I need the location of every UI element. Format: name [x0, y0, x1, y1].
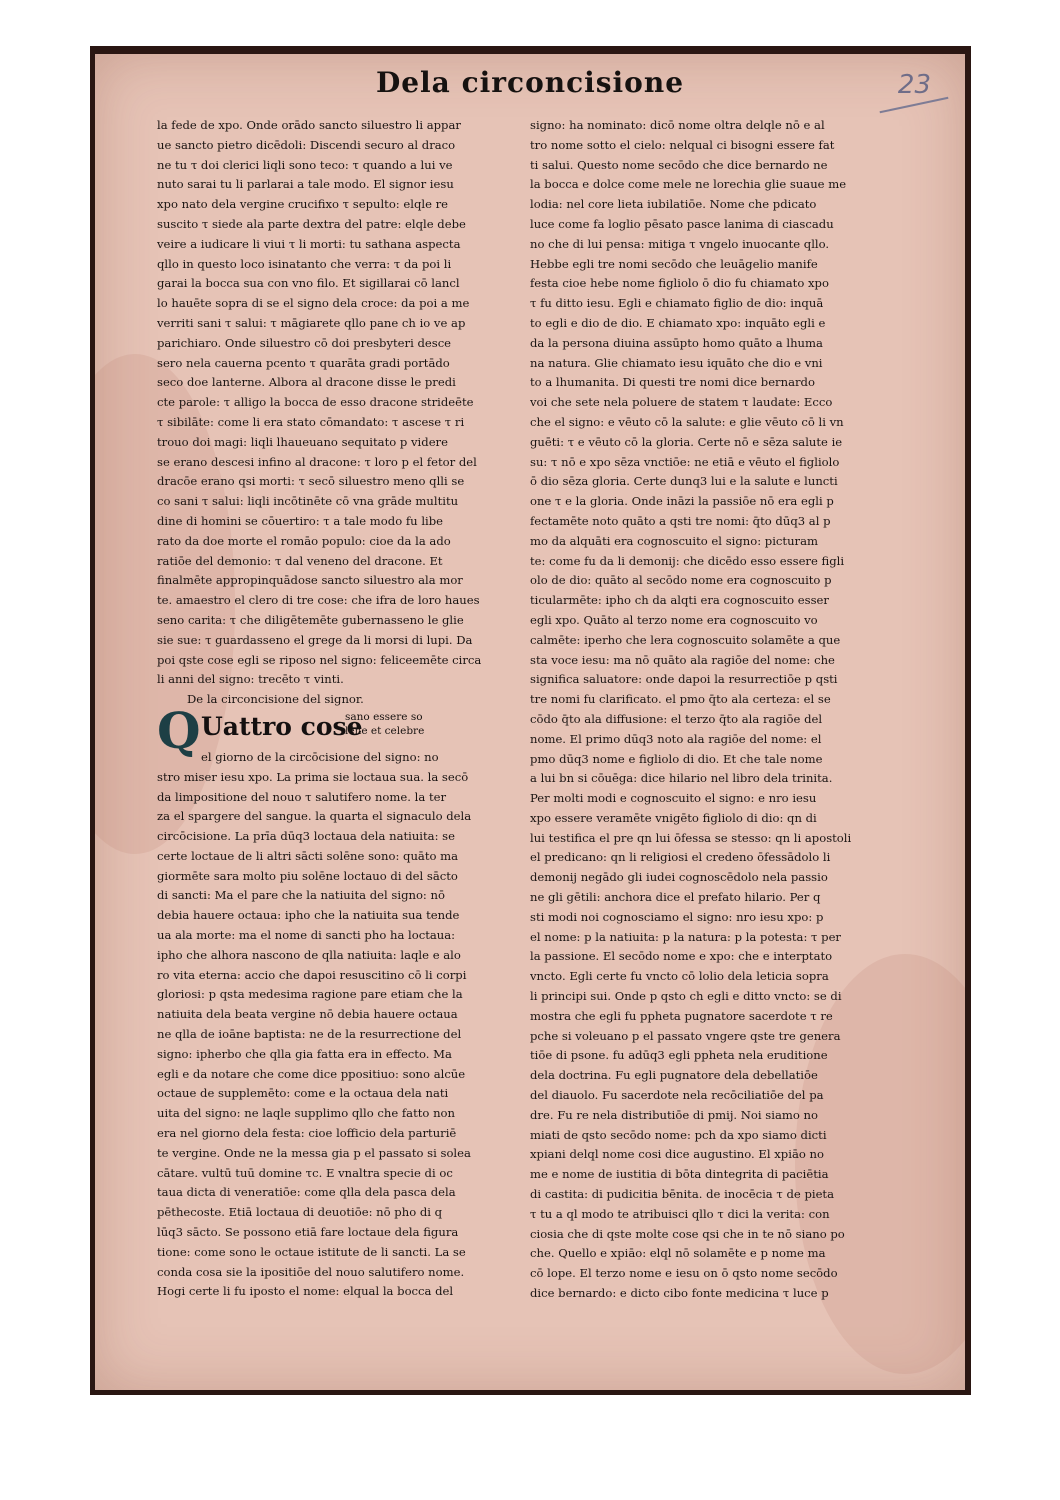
text-line: Hogi certe li fu iposto el nome: elqual la bocca del: [157, 1284, 454, 1299]
text-line: sero nela cauerna pcento τ quarāta gradi portādo: [157, 355, 450, 370]
text-line: xpiani delql nome cosi dice augustino. El xpiāo no: [530, 1147, 824, 1162]
text-line: cte parole: τ alligo la bocca de esso dracone strideēte: [157, 395, 474, 410]
text-line: stro miser iesu xpo. La prima sie loctaua sua. la secō: [157, 769, 469, 784]
right-column-text: [530, 116, 875, 1304]
text-line: voi che sete nela poluere de statem τ laudate: Ecco: [530, 395, 833, 410]
decorated-initial: Q: [157, 700, 201, 760]
opening-small-text: [345, 710, 424, 738]
text-line: la fede de xpo. Onde orādo sancto siluestro li appar: [157, 118, 461, 132]
text-line: signo: ipherbo che qlla gia fatta era in effecto. Ma: [157, 1046, 452, 1061]
text-line: veire a iudicare li viui τ li morti: tu sathana aspecta: [157, 236, 461, 251]
text-line: te: come fu da li demonij: che dicēdo esso essere figli: [530, 553, 845, 568]
text-line: da la persona diuina assūpto homo quāto a lhuma: [530, 335, 823, 350]
left-column-text-top: [157, 116, 507, 690]
text-line: demonij negādo gli iudei cognoscēdolo nela passio: [530, 870, 828, 885]
text-line: τ sibilāte: come li era stato cōmandato: τ ascese τ ri: [157, 414, 465, 429]
text-line: dracōe erano qsi morti: τ secō siluestro meno qlli se: [157, 474, 465, 489]
text-line: tre nomi fu clarificato. el pmo q̄to ala certeza: el se: [530, 692, 831, 707]
text-line: garai la bocca sua con vno filo. Et sigillarai cō lancl: [157, 276, 460, 291]
text-line: che el signo: e vēuto cō la salute: e glie vēuto cō li vn: [530, 414, 844, 429]
manuscript-page: [95, 54, 965, 1390]
text-line: del diauolo. Fu sacerdote nela recōciliatiōe del pa: [530, 1088, 824, 1103]
text-line: suscito τ siede ala parte dextra del patre: elqle debe: [157, 216, 466, 231]
text-line: di sancti: Ma el pare che la natiuita del signo: nō: [157, 888, 445, 903]
text-line: conda cosa sie la ipositiōe del nouo salutifero nome.: [157, 1264, 465, 1279]
text-line: taua dicta di veneratiōe: come qlla dela pasca dela: [157, 1185, 456, 1200]
text-line: τ tu a ql modo te atribuisci qllo τ dici la verita: con: [530, 1206, 830, 1221]
text-line: el giorno de la circōcisione del signo: no: [201, 749, 439, 764]
left-column: [157, 116, 507, 1302]
text-line: finalmēte appropinquādose sancto siluestro ala mor: [157, 573, 463, 588]
left-column-text-bottom: [157, 768, 507, 1303]
text-line: ue sancto pietro dicēdoli: Discendi securo al draco: [157, 137, 456, 152]
text-line: cōdo q̄to ala diffusione: el terzo q̄to ala ragiōe del: [530, 711, 823, 726]
text-line: la bocca e dolce come mele ne lorechia glie suaue me: [530, 177, 847, 192]
text-line: ratiōe del demonio: τ dal veneno del dracone. Et: [157, 553, 443, 568]
text-line: giormēte sara molto piu solēne loctauo di del sācto: [157, 868, 458, 883]
text-line: ti salui. Questo nome secōdo che dice bernardo ne: [530, 157, 828, 172]
text-line: natiuita dela beata vergine nō debia hauere octaua: [157, 1007, 458, 1022]
text-line: lūq3 sācto. Se possono etiā fare loctaue dela figura: [157, 1225, 459, 1240]
text-line: sta voce iesu: ma nō quāto ala ragiōe del nome: che: [530, 652, 835, 667]
text-line: verriti sani τ salui: τ māgiarete qllo pane ch io ve ap: [157, 315, 466, 330]
text-line: seno carita: τ che diligētemēte gubernasseno le glie: [157, 612, 464, 627]
text-line: da limpositione del nouo τ salutifero nome. la ter: [157, 789, 447, 804]
text-line: to a lhumanita. Di questi tre nomi dice bernardo: [530, 375, 815, 390]
text-line: gloriosi: p qsta medesima ragione pare etiam che la: [157, 987, 463, 1002]
text-line: τ fu ditto iesu. Egli e chiamato figlio de dio: inquā: [530, 296, 824, 311]
text-line: se erano descesi infino al dracone: τ loro p el fetor del: [157, 454, 477, 469]
text-line: sie sue: τ guardasseno el grege da li morsi di lupi. Da: [157, 632, 473, 647]
text-line: la passione. El secōdo nome e xpo: che e interptato: [530, 949, 833, 964]
scanned-page-frame: [90, 46, 971, 1395]
text-line: guēti: τ e vēuto cō la gloria. Certe nō e sēza salute ie: [530, 434, 843, 449]
text-line: certe loctaue de li altri sācti solēne sono: quāto ma: [157, 848, 459, 863]
text-line: seco doe lanterne. Albora al dracone disse le predi: [157, 375, 456, 390]
text-line: ne tu τ doi clerici liqli sono teco: τ quando a lui ve: [157, 157, 453, 172]
text-line: Per molti modi e cognoscuito el signo: e nro iesu: [530, 791, 817, 806]
text-line: za el spargere del sangue. la quarta el signaculo dela: [157, 809, 472, 824]
text-line: to egli e dio de dio. E chiamato xpo: inquāto egli e: [530, 315, 826, 330]
opening-small-line: lēne et celebre: [345, 724, 425, 737]
text-line: na natura. Glie chiamato iesu iquāto che dio e vni: [530, 355, 823, 370]
text-line: lodia: nel core lieta iubilatiōe. Nome che pdicato: [530, 197, 817, 212]
text-line: Hebbe egli tre nomi secōdo che leuāgelio manife: [530, 256, 818, 271]
text-line: cō lope. El terzo nome e iesu on ō qsto nome secōdo: [530, 1266, 838, 1281]
text-line: nuto sarai tu li parlarai a tale modo. El signor iesu: [157, 177, 454, 192]
text-line: miati de qsto secōdo nome: pch da xpo siamo dicti: [530, 1127, 827, 1142]
text-line: tro nome sotto el cielo: nelqual ci bisogni essere fat: [530, 137, 835, 152]
text-line: ticularmēte: ipho ch da alqti era cognoscuito esser: [530, 593, 829, 608]
opening-small-line: sano essere so: [345, 710, 423, 723]
text-line: sti modi noi cognosciamo el signo: nro iesu xpo: p: [530, 909, 824, 924]
text-line: li principi sui. Onde p qsto ch egli e ditto vncto: se di: [530, 989, 842, 1004]
text-line: one τ e la gloria. Onde ināzi la passiōe nō era egli p: [530, 494, 834, 509]
text-line: vncto. Egli certe fu vncto cō lolio dela leticia sopra: [530, 969, 829, 984]
text-line: signo: ha nominato: dicō nome oltra delqle nō e al: [530, 118, 825, 132]
text-line: me e nome de iustitia di bōta dintegrita di paciētia: [530, 1167, 829, 1182]
text-line: dre. Fu re nela distributiōe di pmij. Noi siamo no: [530, 1107, 818, 1122]
text-line: nome. El primo dūq3 noto ala ragiōe del nome: el: [530, 731, 822, 746]
text-line: ne gli gētili: anchora dice el prefato hilario. Per q: [530, 890, 821, 905]
text-line: lui testifica el pre qn lui ōfessa se stesso: qn li apostoli: [530, 830, 852, 845]
chapter-heading: De la circoncisione del signor.: [187, 692, 364, 707]
text-line: tiōe di psone. fu adūq3 egli ppheta nela eruditione: [530, 1048, 828, 1063]
text-line: che. Quello e xpiāo: elql nō solamēte e p nome ma: [530, 1246, 826, 1261]
text-line: era nel giorno dela festa: cioe lofficio dela parturiē: [157, 1126, 457, 1141]
text-line: tione: come sono le octaue istitute de li sancti. La se: [157, 1244, 466, 1259]
text-line: uita del signo: ne laqle supplimo qllo che fatto non: [157, 1106, 455, 1121]
text-line: trouo doi magi: liqli lhaueuano sequitato p videre: [157, 434, 448, 449]
text-line: egli xpo. Quāto al terzo nome era cognoscuito vo: [530, 612, 818, 627]
text-line: dice bernardo: e dicto cibo fonte medicina τ luce p: [530, 1286, 829, 1301]
text-line: ō dio sēza gloria. Certe dunq3 lui e la salute e luncti: [530, 474, 838, 489]
text-line: olo de dio: quāto al secōdo nome era cognoscuito p: [530, 573, 832, 588]
text-line: poi qste cose egli se riposo nel signo: feliceemēte circa: [157, 652, 482, 667]
text-line: dela doctrina. Fu egli pugnatore dela debellatiōe: [530, 1068, 818, 1083]
text-line: el nome: p la natiuita: p la natura: p la potesta: τ per: [530, 929, 841, 944]
text-line: li anni del signo: trecēto τ vinti.: [157, 672, 344, 687]
text-line: co sani τ salui: liqli incōtinēte cō vna grāde multitu: [157, 494, 459, 509]
text-line: mo da alquāti era cognoscuito el signo: picturam: [530, 533, 819, 548]
text-line: debia hauere octaua: ipho che la natiuita sua tende: [157, 908, 460, 923]
text-line: ua ala morte: ma el nome di sancti pho ha loctaua:: [157, 928, 456, 943]
text-line: festa cioe hebe nome figliolo ō dio fu chiamato xpo: [530, 276, 829, 291]
text-line: di castita: di pudicitia bēnita. de inocēcia τ de pieta: [530, 1187, 835, 1202]
left-column-text-indented: [157, 748, 507, 768]
text-line: a lui bn si cōuēga: dice hilario nel libro dela trinita.: [530, 771, 833, 786]
text-line: qllo in questo loco isinatanto che verra: τ da poi li: [157, 256, 452, 271]
text-line: xpo nato dela vergine crucifixo τ sepulto: elqle re: [157, 197, 449, 212]
text-line: egli e da notare che come dice ppositiuo: sono alcūe: [157, 1066, 466, 1081]
text-line: cātare. vultū tuū domine τc. E vnaltra specie di oc: [157, 1165, 453, 1180]
running-title: Dela circoncisione: [375, 66, 685, 99]
text-line: te. amaestro el clero di tre cose: che ifra de loro haues: [157, 593, 480, 608]
text-line: pmo dūq3 nome e figliolo di dio. Et che tale nome: [530, 751, 823, 766]
text-line: significa saluatore: onde dapoi la resurrectiōe p qsti: [530, 672, 838, 687]
text-line: su: τ nō e xpo sēza vnctiōe: ne etiā e vēuto el figliolo: [530, 454, 840, 469]
text-line: parichiaro. Onde siluestro cō doi presbyteri desce: [157, 335, 452, 350]
text-line: te vergine. Onde ne la messa gia p el passato si solea: [157, 1145, 471, 1160]
text-line: ciosia che di qste molte cose qsi che in te nō siano po: [530, 1226, 845, 1241]
text-line: no che di lui pensa: mitiga τ vngelo inuocante qllo.: [530, 236, 830, 251]
text-line: ro vita eterna: accio che dapoi resuscitino cō li corpi: [157, 967, 467, 982]
text-line: circōcisione. La prīa dūq3 loctaua dela natiuita: se: [157, 829, 455, 844]
text-line: octaue de supplemēto: come e la octaua dela nati: [157, 1086, 449, 1101]
text-line: lo hauēte sopra di se el signo dela croce: da poi a me: [157, 296, 470, 311]
right-column: [530, 116, 875, 1304]
folio-number: 23: [897, 70, 931, 100]
text-line: el predicano: qn li religiosi el credeno ōfessādolo li: [530, 850, 831, 865]
text-line: xpo essere veramēte vnigēto figliolo di dio: qn di: [530, 810, 817, 825]
text-line: pēthecoste. Etiā loctaua di deuotiōe: nō pho di q: [157, 1205, 443, 1220]
text-line: fectamēte noto quāto a qsti tre nomi: q̄to dūq3 al p: [530, 513, 831, 528]
opening-word: Uattro cose: [201, 711, 363, 741]
text-line: ne qlla de ioāne baptista: ne de la resurrectione del: [157, 1027, 462, 1042]
text-line: mostra che egli fu ppheta pugnatore sacerdote τ re: [530, 1008, 833, 1023]
text-line: dine di homini se cōuertiro: τ a tale modo fu libe: [157, 513, 444, 528]
text-line: luce come fa loglio pēsato pasce lanima di ciascadu: [530, 216, 834, 231]
text-line: rato da doe morte el romāo populo: cioe da la ado: [157, 533, 451, 548]
text-line: pche si voleuano p el passato vngere qste tre genera: [530, 1028, 841, 1043]
text-line: calmēte: iperho che lera cognoscuito solamēte a que: [530, 632, 841, 647]
text-line: ipho che alhora nascono de qlla natiuita: laqle e alo: [157, 947, 461, 962]
